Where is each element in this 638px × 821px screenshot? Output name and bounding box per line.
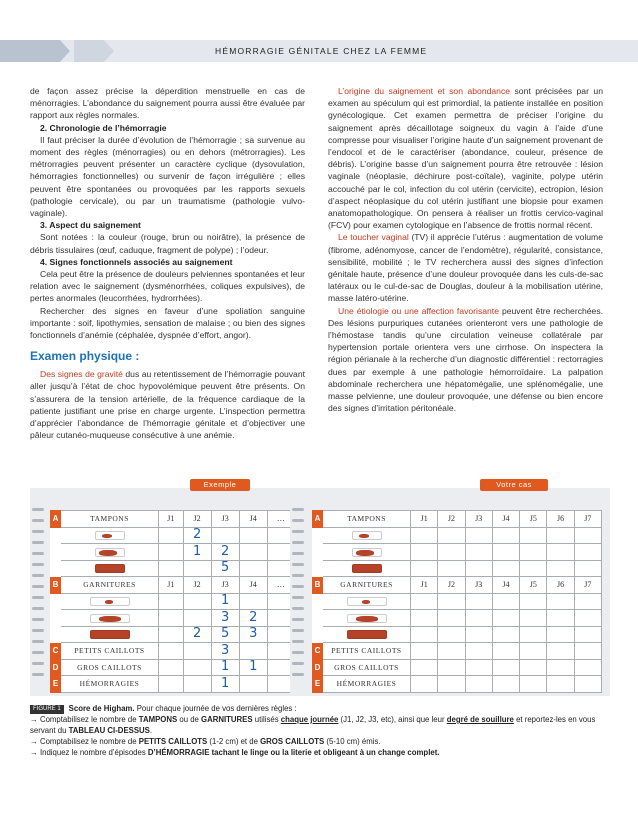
table-row — [51, 527, 295, 544]
ring-icon — [32, 530, 44, 533]
entry-cell[interactable] — [574, 544, 601, 561]
entry-cell[interactable] — [438, 659, 465, 676]
entry-cell[interactable] — [520, 593, 547, 610]
entry-cell[interactable] — [411, 527, 438, 544]
row-letter: A — [313, 511, 323, 528]
entry-cell[interactable] — [465, 610, 492, 627]
entry-cell[interactable] — [411, 610, 438, 627]
tally-cell — [183, 560, 211, 577]
entry-cell[interactable] — [438, 643, 465, 660]
caption-text: utilisés — [252, 715, 281, 724]
tally-cell — [239, 527, 267, 544]
tally-cell: 3 — [239, 626, 267, 643]
ring-icon — [32, 662, 44, 665]
table-row — [313, 544, 602, 561]
table-row — [313, 676, 602, 693]
entry-cell[interactable] — [520, 527, 547, 544]
highlight-text: Une étiologie ou une affection favorisante — [338, 305, 499, 316]
your-case-label: Votre cas — [480, 479, 548, 491]
petits-caillots-label: PETITS CAILLOTS — [61, 643, 159, 660]
paragraph — [30, 368, 305, 441]
caption-underline: chaque journée — [280, 715, 339, 724]
tally-cell: 2 — [239, 610, 267, 627]
entry-cell[interactable] — [438, 676, 465, 693]
your-case-panel — [290, 480, 610, 696]
tally-cell: 3 — [211, 643, 239, 660]
entry-cell[interactable] — [465, 659, 492, 676]
tally-cell: 5 — [211, 560, 239, 577]
caption-line — [30, 747, 610, 758]
tampons-header: TAMPONS — [61, 511, 159, 528]
tally-cell: 1 — [239, 659, 267, 676]
tally-cell: 2 — [211, 544, 239, 561]
day-header: J1 — [159, 577, 184, 594]
entry-cell[interactable] — [492, 560, 519, 577]
ring-icon — [32, 541, 44, 544]
tally-cell — [239, 560, 267, 577]
entry-cell[interactable] — [465, 676, 492, 693]
table-row — [51, 659, 295, 676]
right-column — [328, 85, 603, 414]
ring-icon — [32, 519, 44, 522]
entry-cell[interactable] — [411, 560, 438, 577]
entry-cell[interactable] — [574, 643, 601, 660]
ring-icon — [32, 629, 44, 632]
ring-icon — [292, 640, 304, 643]
tally-cell — [183, 593, 211, 610]
tally-cell: 1 — [211, 659, 239, 676]
day-header: J3 — [211, 577, 239, 594]
tally-cell: 1 — [211, 593, 239, 610]
entry-cell[interactable] — [492, 676, 519, 693]
paragraph — [328, 85, 603, 231]
tally-cell — [159, 643, 184, 660]
tampons-header: TAMPONS — [323, 511, 411, 528]
table-row — [313, 610, 602, 627]
table-row — [51, 577, 295, 594]
petits-caillots-label: PETITS CAILLOTS — [323, 643, 411, 660]
entry-cell[interactable] — [574, 626, 601, 643]
tally-cell — [159, 527, 184, 544]
subheading: 2. Chronologie de l’hémorragie — [40, 122, 167, 133]
caption-text: → Comptabilisez le nombre de — [30, 737, 139, 746]
entry-cell[interactable] — [574, 560, 601, 577]
your-case-sheet — [312, 510, 602, 693]
tampon-level-3-icon — [323, 560, 411, 577]
tally-cell — [239, 676, 267, 693]
entry-cell[interactable] — [465, 643, 492, 660]
row-letter-blank — [51, 593, 61, 610]
gros-caillots-label: GROS CAILLOTS — [323, 659, 411, 676]
tally-cell — [159, 560, 184, 577]
tampon-level-2-icon — [61, 544, 159, 561]
row-letter-blank — [51, 610, 61, 627]
day-header: J4 — [239, 577, 267, 594]
row-letter-blank — [313, 610, 323, 627]
entry-cell[interactable] — [547, 643, 574, 660]
paragraph-text: sont précisées par un examen au spéculum qui est primordial, la patiente installée en position gynécologique. Cet examen permettra de préciser l’origine du saignement après décaillotage soigneux du vagin à l’aide d’une compresse pour visualiser l’origine haute d’un saignement provenant de l’endocol et de le caractériser (abondance, couleur, présence de débris). L’origine basse d’un saignement pourra être retrouvée : lésion vaginale (néoplasie, déchirure post-coïtale), vaginite, polype utérin accouché par le col, infection du col utérin (cervicite), ectropion, lésion d’aspect néoplasique du col utérin justifiant une biopsie pour examen anatomopathologique. On pensera à réaliser un frottis cervico-vaginal (FCV) pour examen cytologique en l’absence de frottis normal récent. — [328, 86, 603, 231]
pad-level-2-icon — [61, 610, 159, 627]
tally-cell — [183, 659, 211, 676]
ring-icon — [292, 629, 304, 632]
caption-strong: GARNITURES — [201, 715, 253, 724]
entry-cell[interactable] — [547, 676, 574, 693]
caption-text: (1-2 cm) et de — [207, 737, 261, 746]
ring-icon — [292, 651, 304, 654]
entry-cell[interactable] — [520, 676, 547, 693]
tally-cell — [239, 593, 267, 610]
hemorragies-label: HÉMORRAGIES — [323, 676, 411, 693]
day-header: J2 — [183, 577, 211, 594]
ring-icon — [292, 574, 304, 577]
caption-title: Score de Higham. — [68, 704, 135, 713]
paragraph-text: dus au retentissement de l’hémorragie pouvant aller jusqu’à l’état de choc hypovolémique peuvent être présents. On s’assurera de la tension artérielle, de la fréquence cardiaque de la patiente justifiant une prise en charge urgente. L’inspection permettra d’apprécier l’abondance de l’hémorragie génitale et d’objectiver une pâleur cutanéo-muqueuse consécutive à une anémie. — [30, 369, 306, 441]
row-letter: C — [313, 643, 323, 660]
row-letter-blank — [313, 527, 323, 544]
day-header: J3 — [211, 511, 239, 528]
row-letter: E — [313, 676, 323, 693]
entry-cell[interactable] — [520, 626, 547, 643]
tally-cell — [159, 659, 184, 676]
ring-icon — [32, 574, 44, 577]
tally-cell: 2 — [183, 527, 211, 544]
day-header: J1 — [159, 511, 184, 528]
pad-level-3-icon — [323, 626, 411, 643]
spiral-binding — [292, 508, 304, 688]
entry-cell[interactable] — [465, 626, 492, 643]
entry-cell[interactable] — [411, 626, 438, 643]
pad-level-2-icon — [323, 610, 411, 627]
ring-icon — [32, 673, 44, 676]
entry-cell[interactable] — [411, 676, 438, 693]
row-letter-blank — [51, 544, 61, 561]
tally-cell: 2 — [183, 626, 211, 643]
ring-icon — [32, 607, 44, 610]
ring-icon — [292, 618, 304, 621]
tampon-level-2-icon — [323, 544, 411, 561]
entry-cell[interactable] — [492, 527, 519, 544]
spiral-binding — [32, 508, 44, 688]
section-title: Examen physique : — [30, 349, 140, 364]
table-row — [313, 659, 602, 676]
row-letter: D — [313, 659, 323, 676]
subheading: 3. Aspect du saignement — [40, 220, 141, 231]
caption-strong: TAMPONS — [138, 715, 178, 724]
ring-icon — [32, 585, 44, 588]
day-header: J5 — [520, 511, 547, 528]
day-header: J1 — [411, 511, 438, 528]
tally-cell — [183, 676, 211, 693]
table-row — [313, 643, 602, 660]
entry-cell[interactable] — [547, 610, 574, 627]
entry-cell[interactable] — [520, 544, 547, 561]
table-row — [51, 643, 295, 660]
caption-text: → Indiquez le nombre d’épisodes — [30, 748, 148, 757]
caption-strong: PETITS CAILLOTS — [138, 737, 208, 746]
page-header — [0, 40, 638, 62]
day-header: … — [267, 577, 294, 594]
tally-cell — [211, 527, 239, 544]
table-row — [51, 626, 295, 643]
table-row — [313, 527, 602, 544]
tally-cell — [183, 643, 211, 660]
header-arrow-icon — [60, 40, 70, 62]
entry-cell[interactable] — [547, 527, 574, 544]
row-letter-blank — [313, 593, 323, 610]
left-column — [30, 85, 305, 441]
entry-cell[interactable] — [574, 593, 601, 610]
entry-cell[interactable] — [465, 527, 492, 544]
tally-cell — [239, 544, 267, 561]
row-letter-blank — [313, 626, 323, 643]
row-letter-blank — [313, 560, 323, 577]
day-header: J4 — [239, 511, 267, 528]
ring-icon — [292, 607, 304, 610]
ring-icon — [32, 651, 44, 654]
day-header: J3 — [465, 577, 492, 594]
caption-text: Pour chaque journée de vos dernières règles : — [134, 704, 297, 713]
entry-cell[interactable] — [547, 560, 574, 577]
caption-text: → Comptabilisez le nombre de — [30, 715, 139, 724]
row-letter-blank — [51, 560, 61, 577]
entry-cell[interactable] — [411, 643, 438, 660]
table-row — [313, 577, 602, 594]
paragraph: Il faut préciser la durée d’évolution de l’hémorragie ; sa survenue au moment des règles (ménorragies) ou en dehors (métrorragies). Les métrorragies peuvent présenter un caractère cyclique (dysovulation, hémorragies fonctionnelles) ou survenir de façon irrégulière ; elles peuvent être spontanées ou provoquées par les rapports sexuels (pathologie cervicale), ou par un traumatisme (pathologie vulvo-vaginale). — [30, 134, 305, 219]
subheading: 4. Signes fonctionnels associés au saignement — [40, 256, 233, 267]
example-label: Exemple — [190, 479, 250, 491]
entry-cell[interactable] — [574, 527, 601, 544]
paragraph: Rechercher des signes en faveur d’une spoliation sanguine importante : soif, lipothymies, sensation de malaise ; ou bien des signes fonctionnels d’anémie (céphalée, dyspnée d’effort, angor). — [30, 305, 305, 341]
highlight-text: L’origine du saignement et son abondance — [338, 86, 511, 96]
ring-icon — [32, 618, 44, 621]
table-row — [313, 560, 602, 577]
caption-text: . — [149, 726, 153, 735]
ring-icon — [292, 541, 304, 544]
table-row — [313, 511, 602, 528]
day-header: J7 — [574, 577, 601, 594]
day-header: J6 — [547, 511, 574, 528]
day-header: J2 — [183, 511, 211, 528]
caption-text: ou de — [177, 715, 202, 724]
entry-cell[interactable] — [438, 626, 465, 643]
entry-cell[interactable] — [547, 626, 574, 643]
entry-cell[interactable] — [492, 610, 519, 627]
table-row — [313, 593, 602, 610]
entry-cell[interactable] — [492, 544, 519, 561]
entry-cell[interactable] — [574, 676, 601, 693]
entry-cell[interactable] — [438, 527, 465, 544]
caption-text: (J1, J2, J3, etc), ainsi que leur — [338, 715, 447, 724]
entry-cell[interactable] — [411, 593, 438, 610]
tally-cell — [239, 643, 267, 660]
tally-cell — [159, 610, 184, 627]
ring-icon — [32, 508, 44, 511]
pad-level-1-icon — [323, 593, 411, 610]
tally-cell: 5 — [211, 626, 239, 643]
row-letter-blank — [51, 527, 61, 544]
paragraph — [328, 305, 603, 415]
ring-icon — [292, 662, 304, 665]
garnitures-header: GARNITURES — [323, 577, 411, 594]
entry-cell[interactable] — [492, 659, 519, 676]
pad-level-3-icon — [61, 626, 159, 643]
ring-icon — [292, 563, 304, 566]
highlight-text: Des signes de gravité — [40, 369, 123, 380]
tally-cell: 3 — [211, 610, 239, 627]
tally-cell — [159, 626, 184, 643]
caption-text: et reportez-les en vous servant du — [30, 715, 596, 735]
garnitures-header: GARNITURES — [61, 577, 159, 594]
example-sheet — [50, 510, 295, 693]
paragraph-text: (TV) il apprécie l’utérus : augmentation de volume (fibrome, adénomyose, cancer de l’endomètre), régularité, consistance, sensibilité, mobilité ; le TV recherchera aussi des signes d’infection génitale haute, présence d’une douleur provoquée dans les culs-de-sac latéraux ou le cul-de-sac de Douglas, douleur à la mobilisation utérine, masse latéro-utérine. — [328, 232, 603, 304]
ring-icon — [292, 596, 304, 599]
running-title: HÉMORRAGIE GÉNITALE CHEZ LA FEMME — [215, 46, 428, 56]
caption-strong: D’HÉMORRAGIE — [147, 748, 210, 757]
table-row — [51, 544, 295, 561]
caption-strong: TABLEAU CI-DESSUS — [68, 726, 150, 735]
tampon-level-1-icon — [61, 527, 159, 544]
caption-line — [30, 714, 610, 736]
row-letter: D — [51, 659, 61, 676]
paragraph: de façon assez précise la déperdition menstruelle en cas de ménorragies. L’abondance du saignement pourra aussi être évaluée par rapport aux règles normales. — [30, 86, 305, 121]
gros-caillots-label: GROS CAILLOTS — [61, 659, 159, 676]
row-letter: C — [51, 643, 61, 660]
entry-cell[interactable] — [411, 544, 438, 561]
tampon-level-1-icon — [323, 527, 411, 544]
header-arrow-icon — [104, 40, 114, 62]
entry-cell[interactable] — [465, 544, 492, 561]
entry-cell[interactable] — [547, 593, 574, 610]
ring-icon — [292, 552, 304, 555]
entry-cell[interactable] — [574, 659, 601, 676]
day-header: J6 — [547, 577, 574, 594]
entry-cell[interactable] — [574, 610, 601, 627]
day-header: J4 — [492, 511, 519, 528]
tally-cell: 1 — [211, 676, 239, 693]
day-header: J2 — [438, 511, 465, 528]
row-letter: B — [313, 577, 323, 594]
table-row — [51, 593, 295, 610]
table-row — [51, 560, 295, 577]
entry-cell[interactable] — [547, 544, 574, 561]
entry-cell[interactable] — [520, 560, 547, 577]
entry-cell[interactable] — [438, 610, 465, 627]
entry-cell[interactable] — [438, 593, 465, 610]
paragraph: Cela peut être la présence de douleurs pelviennes spontanées et leur relation avec le saignement (dysménorrhées, coliques expulsives), de pertes anormales (leucorrhées, hydrorrhées). — [30, 269, 305, 304]
ring-icon — [292, 673, 304, 676]
header-decor-block — [74, 40, 104, 62]
day-header: J7 — [574, 511, 601, 528]
entry-cell[interactable] — [492, 643, 519, 660]
caption-underline: degré de souillure — [446, 715, 514, 724]
tally-cell — [159, 544, 184, 561]
day-header: J1 — [411, 577, 438, 594]
header-decor-block — [0, 40, 60, 62]
row-letter: E — [51, 676, 61, 693]
ring-icon — [292, 585, 304, 588]
entry-cell[interactable] — [465, 593, 492, 610]
figure-caption — [30, 703, 610, 758]
table-row — [313, 626, 602, 643]
caption-line — [30, 736, 610, 747]
paragraph-text: peuvent être recherchées. Des lésions purpuriques cutanées orienteront vers une pathologie de l’hémostase tandis qu’une circulation veineuse collatérale par hypertension portale orientera vers une cirrhose. On inspectera la région périanale à la recherche d’un diagnostic différentiel : rectorragies dues par exemple à une pathologie hémorroïdaire. La palpation abdominale recherchera une hépatomégalie, une splénomégalie, une masse pelvienne, une douleur provoquée, une défense ou bien encore des signes d’irritation péritonéale. — [328, 305, 604, 414]
tally-cell — [159, 593, 184, 610]
entry-cell[interactable] — [492, 593, 519, 610]
row-letter-blank — [51, 626, 61, 643]
ring-icon — [32, 552, 44, 555]
ring-icon — [292, 508, 304, 511]
pad-level-1-icon — [61, 593, 159, 610]
table-row — [51, 676, 295, 693]
highlight-text: Le toucher vaginal — [338, 232, 409, 243]
table-row — [51, 610, 295, 627]
hemorragies-label: HÉMORRAGIES — [61, 676, 159, 693]
caption-text: (5-10 cm) émis. — [324, 737, 381, 746]
ring-icon — [292, 519, 304, 522]
tampon-level-3-icon — [61, 560, 159, 577]
entry-cell[interactable] — [520, 643, 547, 660]
entry-cell[interactable] — [411, 659, 438, 676]
entry-cell[interactable] — [465, 560, 492, 577]
ring-icon — [32, 596, 44, 599]
entry-cell[interactable] — [547, 659, 574, 676]
row-letter-blank — [313, 544, 323, 561]
tally-cell — [183, 610, 211, 627]
example-panel — [30, 480, 295, 696]
day-header: J4 — [492, 577, 519, 594]
entry-cell[interactable] — [438, 560, 465, 577]
tally-cell — [159, 676, 184, 693]
entry-cell[interactable] — [438, 544, 465, 561]
caption-strong: GROS CAILLOTS — [260, 737, 325, 746]
entry-cell[interactable] — [492, 626, 519, 643]
ring-icon — [32, 563, 44, 566]
ring-icon — [292, 530, 304, 533]
paragraph — [328, 231, 603, 304]
ring-icon — [32, 640, 44, 643]
day-header: … — [267, 511, 294, 528]
table-row — [51, 511, 295, 528]
day-header: J2 — [438, 577, 465, 594]
day-header: J5 — [520, 577, 547, 594]
entry-cell[interactable] — [520, 659, 547, 676]
entry-cell[interactable] — [520, 610, 547, 627]
row-letter: B — [51, 577, 61, 594]
row-letter: A — [51, 511, 61, 528]
caption-strong: tachant le linge ou la literie et obligeant à un change complet. — [209, 748, 440, 757]
day-header: J3 — [465, 511, 492, 528]
caption-title-line — [30, 703, 610, 714]
paragraph: Sont notées : la couleur (rouge, brun ou noirâtre), la présence de débris tissulaires (œuf, caduque, fragment de polype) ; l’odeur. — [30, 232, 305, 255]
figure-tag: FIGURE 1 — [30, 705, 64, 714]
tally-cell: 1 — [183, 544, 211, 561]
